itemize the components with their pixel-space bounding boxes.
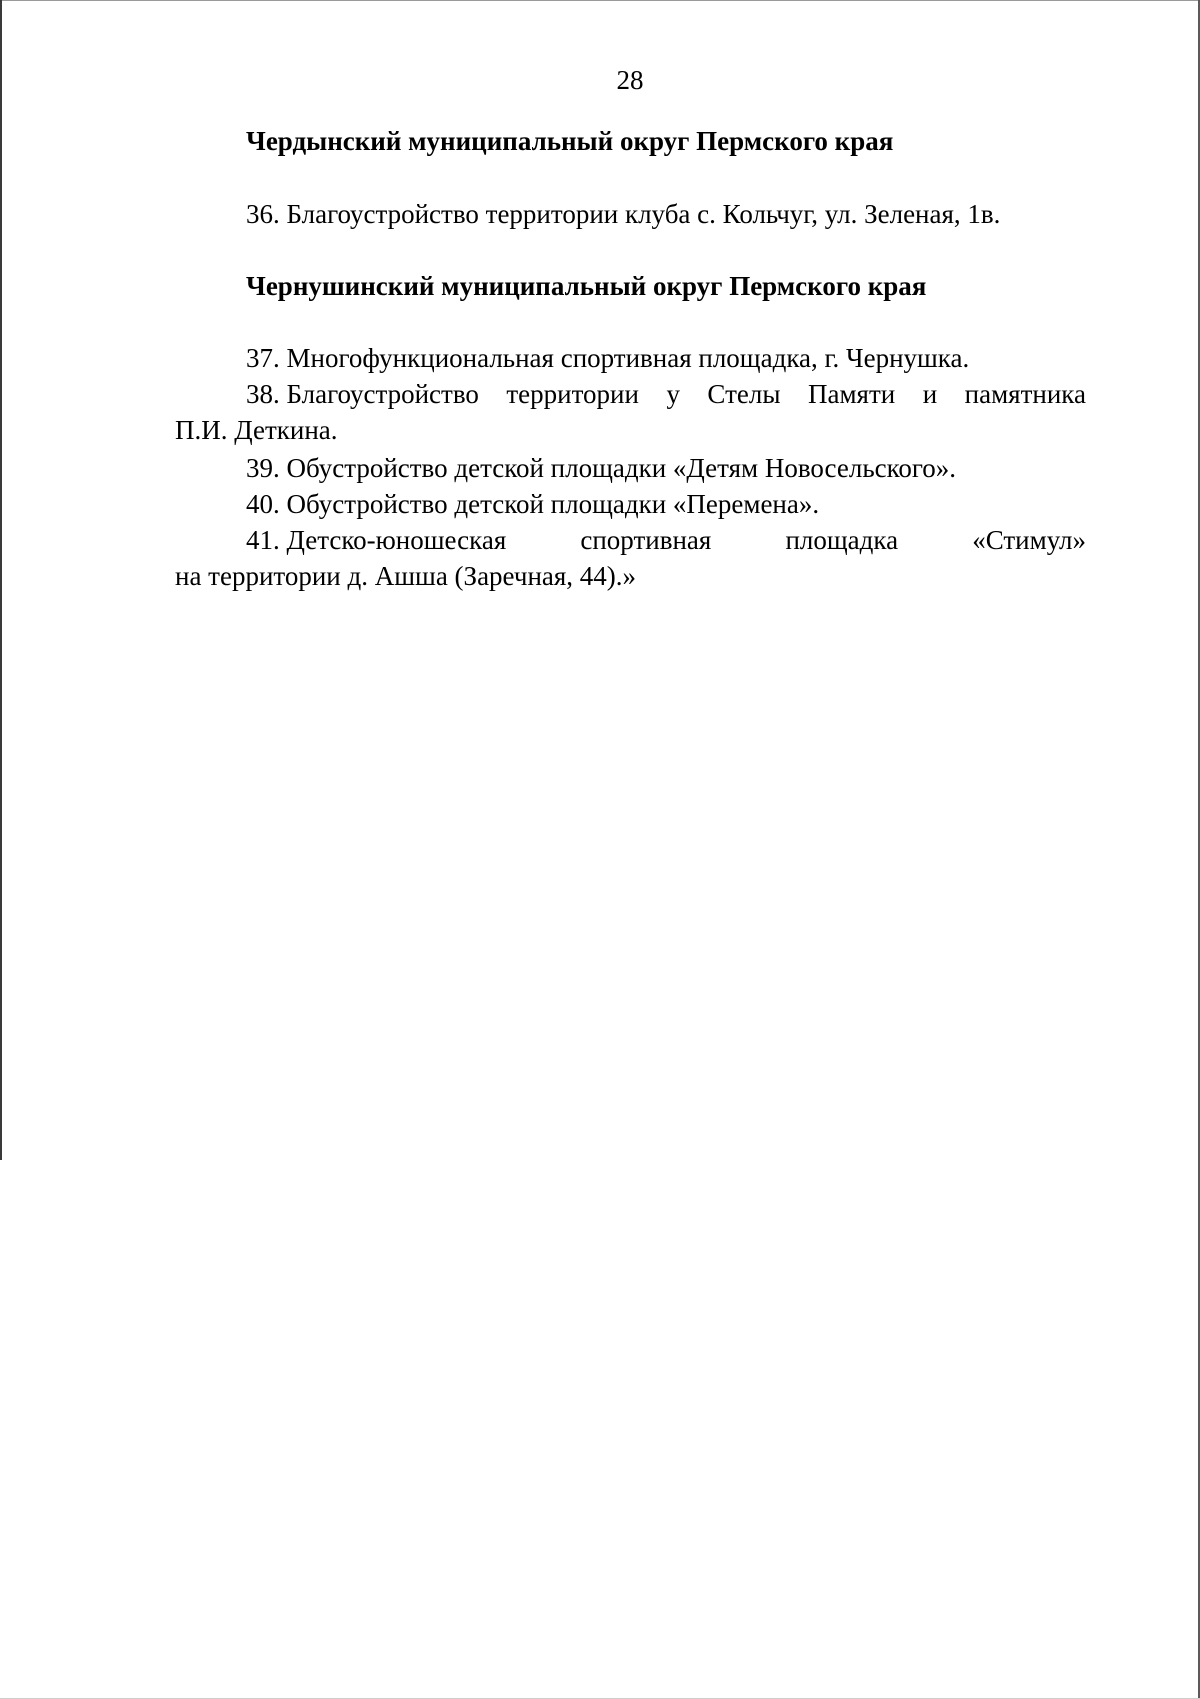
word: 38. Благоустройство: [246, 379, 479, 409]
list-item-text: 39. Обустройство детской площадки «Детям Новосельского».: [246, 453, 957, 483]
word: 41. Детско-юношеская: [246, 525, 507, 555]
scan-edge-left: [0, 0, 2, 1160]
list-item-text: 36. Благоустройство территории клуба с. Кольчуг, ул. Зеленая, 1в.: [246, 199, 1001, 229]
list-item-41: [175, 522, 1086, 594]
word: Стелы: [707, 379, 781, 409]
list-item-text: 40. Обустройство детской площадки «Перемена».: [246, 489, 820, 519]
scan-edge-top: [0, 0, 1200, 1]
list-item-continuation: П.И. Деткина.: [175, 415, 338, 445]
list-item-39: [175, 450, 1086, 486]
list-item-continuation: на территории д. Ашша (Заречная, 44).»: [175, 561, 637, 591]
page-number: 28: [616, 65, 644, 95]
list-item-36: [175, 196, 1086, 232]
list-item-40: [175, 486, 1086, 522]
word: «Стимул»: [972, 525, 1086, 555]
word: памятника: [964, 379, 1086, 409]
list-item-first-line: [175, 522, 1086, 558]
section-heading-chernushka: Чернушинский муниципальный округ Пермского края: [246, 271, 927, 301]
word: и: [922, 379, 938, 409]
word: у: [666, 379, 680, 409]
word: Памяти: [807, 379, 896, 409]
word: площадка: [785, 525, 899, 555]
list-item-text: 37. Многофункциональная спортивная площадка, г. Чернушка.: [246, 343, 970, 373]
list-item-first-line: [175, 376, 1086, 412]
section-heading-cherdyn: Чердынский муниципальный округ Пермского края: [246, 126, 894, 156]
list-item-38: [175, 376, 1086, 448]
word: спортивная: [580, 525, 712, 555]
list-item-37: [175, 340, 1086, 376]
word: территории: [506, 379, 639, 409]
